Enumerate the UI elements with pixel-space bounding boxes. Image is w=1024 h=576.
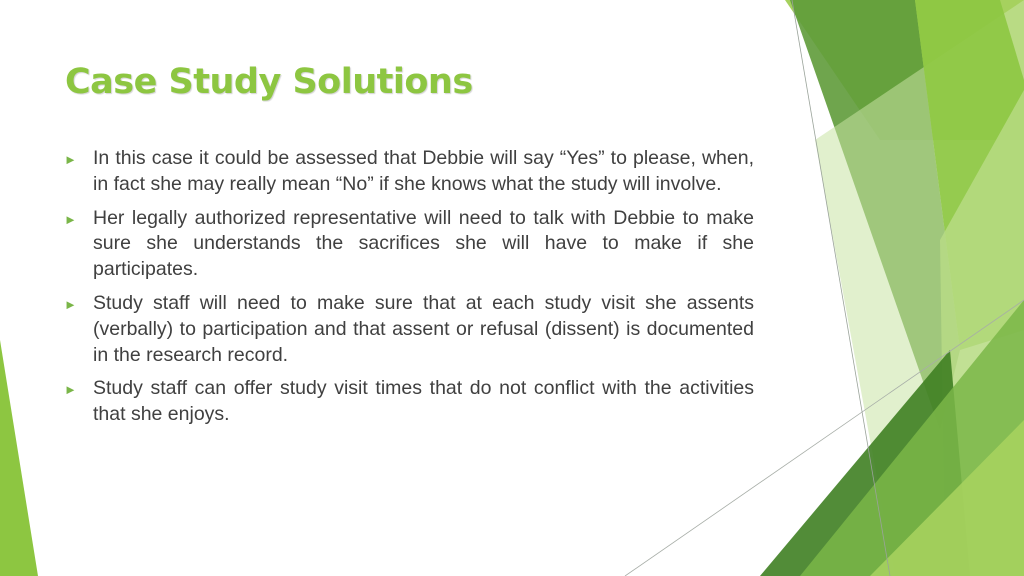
triangle-right-icon: ► <box>64 296 77 312</box>
bullet-item <box>64 291 754 368</box>
slide-title: Case Study Solutions <box>65 62 473 102</box>
bullet-text: Her legally authorized representative will need to talk with Debbie to make sure she understands the sacrifices she will have to make if she participates. <box>93 206 754 281</box>
bullet-item <box>64 376 754 428</box>
bullet-list <box>64 146 754 436</box>
bullet-item <box>64 206 754 283</box>
left-edge-facet <box>0 340 38 576</box>
triangle-right-icon: ► <box>64 382 77 398</box>
bullet-text: Study staff will need to make sure that at each study visit she assents (verbally) to participation and that assent or refusal (dissent) is documented in the research record. <box>93 291 754 366</box>
triangle-right-icon: ► <box>64 211 77 227</box>
bullet-text: In this case it could be assessed that Debbie will say “Yes” to please, when, in fact she may really mean “No” if she knows what the study will involve. <box>93 147 754 195</box>
bullet-item <box>64 146 754 198</box>
bullet-text: Study staff can offer study visit times that do not conflict with the activities that she enjoys. <box>93 377 754 426</box>
triangle-right-icon: ► <box>64 152 77 167</box>
